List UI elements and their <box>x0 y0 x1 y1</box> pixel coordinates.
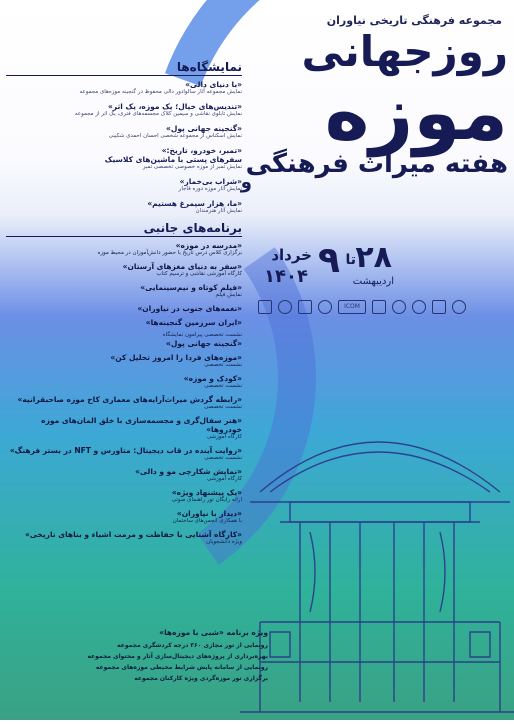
program-item: «نغمه‌های جنوب در نیاوران» <box>137 304 242 313</box>
exhibition-item: «تندیس‌های خیال؛ یک موزه، یک اثر» نمایش تابلوی نقاشی و سیمین کلاک مجسمه‌های فتری، یک اثر از مجموعه <box>74 102 242 117</box>
special-program-line: بهره‌برداری از پروژه‌های دیجیتال‌سازی آثار و محتوای مجموعه <box>87 653 268 660</box>
logo-icon <box>258 300 272 314</box>
title-and: و <box>240 172 252 193</box>
program-item: «روایت آینده در قاب دیجیتال: متاورس و NFT در بستر فرهنگ» نشست تخصصی <box>9 446 242 461</box>
program-item: «نمایش شکارچی مو و دالی» کارگاه آموزشی <box>135 467 242 482</box>
special-program-line: رونمایی از تور مجازی ۳۶۰ درجه کردشگری مجموعه <box>117 642 268 649</box>
logo-icon <box>298 300 312 314</box>
title-line-3: هفته میراث فرهنگی <box>245 149 508 179</box>
logo-icon <box>372 300 386 314</box>
logo-icon <box>432 300 446 314</box>
logo-icon <box>452 300 466 314</box>
logo-icon <box>278 300 292 314</box>
exhibition-item: «با دنیای دالی» نمایش مجموعه آثار سالوادور دالی محفوظ در گنجینه موزه‌های مجموعه <box>79 80 242 95</box>
date-range <box>254 240 394 300</box>
program-item: «کارگاه آشنایی با حفاظت و مرمت اشیاء و بناهای تاریخی» ویژه دانشجویان <box>25 530 242 545</box>
organizer: مجموعه فرهنگی تاریخی نیاوران <box>326 14 502 27</box>
program-item: نشست تخصصی پیرامون نمایشگاه «گنجینه جهانی پول» <box>162 332 242 348</box>
program-item: «رابطه گردش میراث‌آرایه‌های معماری کاخ موزه صاحبقرانیه» نشست تخصصی <box>17 395 242 410</box>
exhibitions-heading: نمایشگاه‌ها <box>6 60 242 76</box>
special-program-line: برگزاری تور موزه‌گردی ویژه کارکنان مجموعه <box>134 675 268 682</box>
program-list <box>6 58 242 551</box>
exhibition-item: «شراب بی‌خمار» نمایش آثار موزه دوره قاجار <box>178 177 242 192</box>
program-item: «مدرسه در موزه» برگزاری کلاس درس تاریخ با حضور دانش‌آموزان در محیط موزه <box>97 241 242 256</box>
program-item: «ایران سرزمین گنجینه‌ها» <box>145 318 242 327</box>
program-item: «سفر به دنیای مغزهای آرستان» کارگاه آموزشی نقاشی و ترسیم کتاب <box>122 262 242 277</box>
year: ۱۴۰۴ <box>264 266 308 287</box>
logo-icon <box>392 300 406 314</box>
program-item: «یک پیشنهاد ویژه» ارائه رایگان تور راهنمای صوتی <box>171 488 242 503</box>
month-khordad: خرداد <box>271 246 312 264</box>
special-program-line: رونمایی از سامانه پایش شرایط محیطی موزه‌های مجموعه <box>95 664 268 671</box>
program-item: «فیلم کوتاه و نیم‌سینمایی» نمایش فیلم <box>140 283 242 298</box>
exhibition-item: «ما، هزار سیمرغ هستیم» نمایش آثار هنرمندان <box>147 199 242 214</box>
pavilion-illustration <box>240 372 514 720</box>
program-item: «دیدار با نیاوران» با همکاری انجمن‌های ساختمان <box>172 509 242 524</box>
exhibition-item: «گنجینه جهانی پول» نمایش اسکناس از مجموعه شخصی احسان احمدی شکیبی <box>108 124 242 139</box>
program-item: «کودک و موزه» نشست تخصصی <box>183 374 242 389</box>
special-program <box>8 628 268 684</box>
logo-icon <box>412 300 426 314</box>
date-end: ۹ <box>318 240 340 281</box>
logo-icon <box>318 300 332 314</box>
date-to: تا <box>345 252 356 268</box>
special-program-heading: ویژه برنامه «شبی با موزه‌ها» <box>159 628 268 637</box>
poster-title-block <box>238 14 508 179</box>
icom-logo: ICOM <box>338 300 366 314</box>
program-item: «هنر سفال‌گری و مجسمه‌سازی با خلق المان‌های موزه خودروها» کارگاه آموزشی <box>41 416 242 440</box>
sponsor-logos <box>258 300 488 314</box>
title-line-1: روزجهانی <box>301 27 508 76</box>
exhibition-item: «تمبر، خودرو، تاریخ:» سفرهای پستی با ماشین‌های کلاسیک نمایش تمبر از موزه خصوصی تخصصی تمبر <box>104 146 242 170</box>
month-ordibehesht: اردیبهشت <box>352 276 394 287</box>
date-start: ۲۸ <box>355 240 392 275</box>
program-item: «موزه‌های فردا را امروز تحلیل کن» نشست تخصصی <box>110 353 242 368</box>
side-programs-heading: برنامه‌های جانبی <box>6 221 242 237</box>
title-line-2: موزه <box>324 68 508 157</box>
